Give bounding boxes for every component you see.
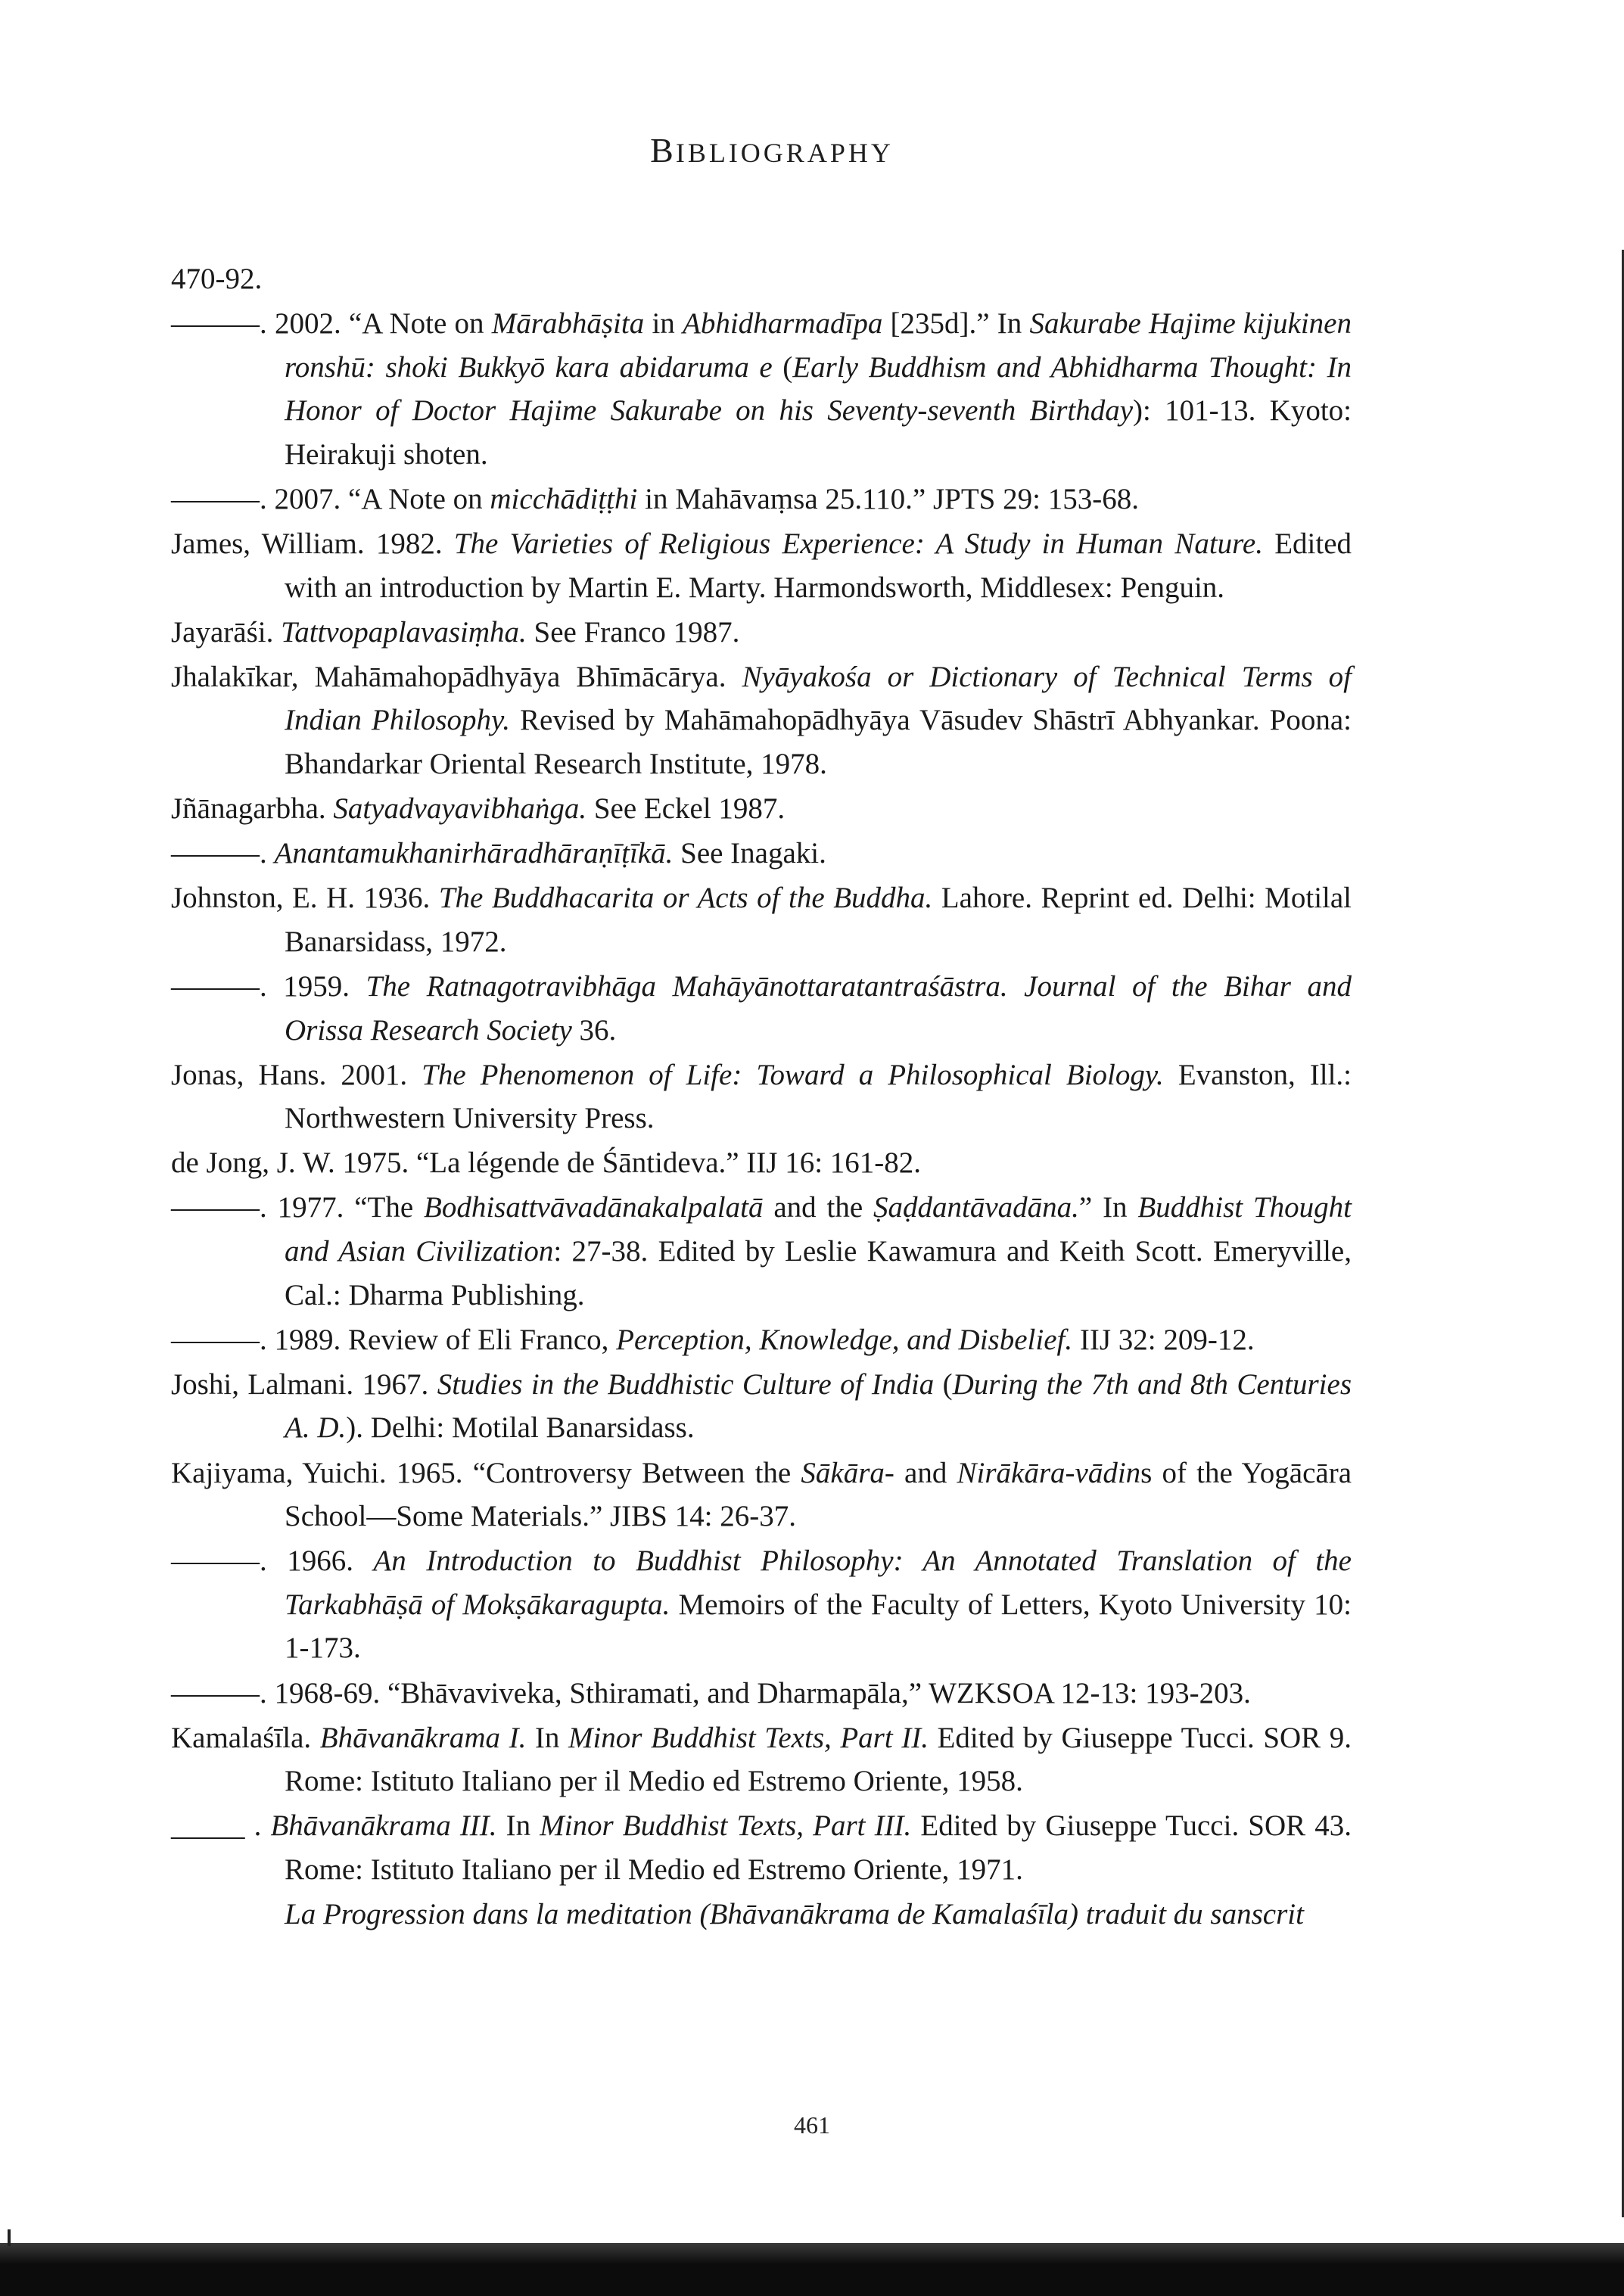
bibliography-entry [171, 1893, 1352, 1937]
entry-text: See Franco 1987. [526, 615, 740, 649]
entry-text: Memoirs of the Faculty of Letters, Kyoto University 10: 1-173. [285, 1588, 1352, 1665]
entry-text: Lahore. Reprint ed. Delhi: Motilal Banarsidass, 1972. [285, 882, 1352, 958]
bibliography-entry [171, 1318, 1352, 1362]
bibliography-entry [171, 965, 1352, 1052]
bibliography-entry [171, 1672, 1352, 1716]
entry-text: See Eckel 1987. [586, 792, 786, 826]
entry-text: : 27-38. Edited by Leslie Kawamura and Keith Scott. Emeryville, Cal.: Dharma Publishing. [285, 1235, 1352, 1311]
entry-text: and [894, 1456, 957, 1489]
bibliography-entry [171, 655, 1352, 786]
entry-text: ( [772, 350, 793, 384]
entry-text: ( [934, 1367, 953, 1401]
bibliography-entry [171, 1804, 1352, 1891]
entry-text: Jhalakīkar, Mahāmahopādhyāya Bhīmācārya. [171, 660, 742, 693]
entry-italic-text: Nirākāra-vādin [957, 1456, 1141, 1489]
bibliography-entry [171, 1716, 1352, 1803]
entry-italic-text: Bhāvanākrama I. [319, 1721, 527, 1754]
bibliography-entry [171, 1053, 1352, 1140]
entry-text: Edited with an introduction by Martin E. Marty. Harmondsworth, Middlesex: Penguin. [285, 527, 1352, 604]
entry-text: Jayarāśi. [171, 615, 282, 649]
bibliography-entry [171, 832, 1352, 876]
entry-text: In [526, 1721, 568, 1754]
entry-text: Edited by Giuseppe Tucci. SOR 43. Rome: Istituto Italiano per il Medio ed Estremo Oriente, 1971. [285, 1809, 1352, 1886]
entry-italic-text: La Progression dans la meditation (Bhāvanākrama de Kamalaśīla) traduit du sanscrit [285, 1897, 1304, 1930]
entry-text: _____ . [171, 1809, 271, 1843]
entry-italic-text: Sakurabe Hajime kijukinen ronshū: shoki Bukkyō kara abidaruma e [285, 307, 1352, 384]
entry-text: Revised by Mahāmahopādhyāya Vāsudev Shāstrī Abhyankar. Poona: Bhandarkar Oriental Research Institute, 1978. [285, 704, 1352, 781]
entry-text: s of the Yogācāra School—Some Materials.” JIBS 14: 26-37. [285, 1456, 1352, 1533]
entry-italic-text: Sākāra- [801, 1456, 894, 1489]
entry-italic-text: Bodhisattvāvadānakalpalatā [424, 1191, 764, 1224]
entry-text: Kajiyama, Yuichi. 1965. “Controversy Between the [171, 1456, 801, 1489]
bibliography-entry [171, 478, 1352, 521]
entry-italic-text: micchādiṭṭhi [490, 482, 638, 515]
bibliography-entry [171, 1539, 1352, 1670]
entry-text: Joshi, Lalmani. 1967. [171, 1367, 437, 1401]
entry-italic-text: Early Buddhism and Abhidharma Thought: In Honor of Doctor Hajime Sakurabe on his Seventy-seventh Birthday [285, 350, 1352, 428]
entry-text: and the [763, 1191, 873, 1224]
bibliography-entry [171, 302, 1352, 476]
entry-text: 36. [571, 1013, 617, 1047]
bibliography-entry [171, 611, 1352, 655]
entry-text: ———. 2007. “A Note on [171, 482, 490, 515]
page-number: 461 [794, 2111, 830, 2139]
entry-text: 470-92. [171, 263, 263, 295]
entry-text: Johnston, E. H. 1936. [171, 882, 439, 915]
running-head-rest: IBLIOGRAPHY [675, 138, 894, 168]
entry-text: Jonas, Hans. 2001. [171, 1058, 422, 1091]
entry-italic-text: Studies in the Buddhistic Culture of India [437, 1367, 935, 1401]
entry-italic-text: Satyadvayavibhaṅga. [333, 792, 587, 826]
entry-italic-text: The Buddhacarita or Acts of the Buddha. [438, 882, 933, 915]
entry-italic-text: Perception, Knowledge, and Disbelief. [616, 1323, 1073, 1356]
entry-text: See Inagaki. [673, 837, 826, 870]
entry-text: In [496, 1809, 540, 1843]
bibliography-entry [171, 1186, 1352, 1317]
entry-text: ” In [1078, 1191, 1138, 1224]
entry-italic-text: Buddhist Thought and Asian Civilization [285, 1191, 1352, 1268]
entry-text: ———. 1959. [171, 970, 366, 1003]
entry-italic-text: Anantamukhanirhāradhāraṇīṭīkā. [274, 837, 674, 870]
entry-text: ———. [171, 837, 275, 870]
entry-italic-text: The Phenomenon of Life: Toward a Philosophical Biology. [422, 1058, 1164, 1091]
scan-mark [8, 2229, 11, 2246]
running-head-initial: B [650, 131, 676, 170]
bibliography-entry [171, 876, 1352, 963]
entry-text: de Jong, J. W. 1975. “La légende de Śāntideva.” IIJ 16: 161-82. [171, 1146, 922, 1180]
entry-italic-text: The Varieties of Religious Experience: A Study in Human Nature. [453, 527, 1263, 561]
entry-italic-text: Mārabhāṣita [491, 307, 645, 341]
entry-italic-text: The Ratnagotravibhāga Mahāyānottaratantraśāstra. Journal of the Bihar and Orissa Research Society [285, 970, 1352, 1047]
entry-italic-text: During the 7th and 8th Centuries A. D. [285, 1367, 1352, 1445]
entry-text: ———. 1966. [171, 1545, 374, 1578]
entry-text: in [644, 307, 683, 341]
bibliography-entries [171, 257, 1352, 1937]
entry-italic-text: Nyāyakośa or Dictionary of Technical Terms of Indian Philosophy. [285, 660, 1352, 737]
entry-text: ———. 1989. Review of Eli Franco, [171, 1323, 617, 1356]
entry-text: ). Delhi: Motilal Banarsidass. [346, 1411, 695, 1445]
entry-text: ———. 1968-69. “Bhāvaviveka, Sthiramati, and Dharmapāla,” WZKSOA 12-13: 193-203. [171, 1676, 1251, 1710]
bibliography-entry [171, 1451, 1352, 1538]
entry-italic-text: Minor Buddhist Texts, Part II. [568, 1721, 929, 1754]
bibliography-entry [171, 787, 1352, 831]
entry-text: Evanston, Ill.: Northwestern University Press. [285, 1058, 1352, 1135]
entry-italic-text: An Introduction to Buddhist Philosophy: An Annotated Translation of the Tarkabhāṣā of Mokṣākaragupta. [285, 1545, 1352, 1621]
entry-italic-text: Minor Buddhist Texts, Part III. [540, 1809, 912, 1843]
entry-text: IIJ 32: 209-12. [1072, 1323, 1255, 1356]
bibliography-entry [171, 1363, 1352, 1450]
bibliography-entry [171, 257, 1352, 301]
entry-italic-text: Tattvopaplavasiṃha. [281, 615, 527, 649]
entry-text: James, William. 1982. [171, 527, 454, 561]
entry-text: Jñānagarbha. [171, 792, 334, 826]
scan-bottom-band [0, 2243, 1624, 2296]
entry-text: ): 101-13. Kyoto: Heirakuji shoten. [285, 394, 1352, 471]
running-head [0, 130, 1544, 170]
entry-text: Kamalaśīla. [171, 1721, 320, 1754]
entry-text: in Mahāvaṃsa 25.110.” JPTS 29: 153-68. [637, 482, 1139, 515]
entry-text: [235d].” In [882, 307, 1030, 341]
entry-italic-text: Abhidharmadīpa [683, 307, 883, 341]
entry-italic-text: Ṣaḍdantāvadāna. [873, 1191, 1079, 1224]
bibliography-entry [171, 1141, 1352, 1185]
bibliography-entry [171, 522, 1352, 609]
entry-text: ———. 1977. “The [171, 1191, 425, 1224]
entry-text: Edited by Giuseppe Tucci. SOR 9. Rome: Istituto Italiano per il Medio ed Estremo Oriente, 1958. [285, 1721, 1352, 1798]
entry-italic-text: Bhāvanākrama III. [270, 1809, 497, 1843]
entry-text: ———. 2002. “A Note on [171, 307, 492, 341]
